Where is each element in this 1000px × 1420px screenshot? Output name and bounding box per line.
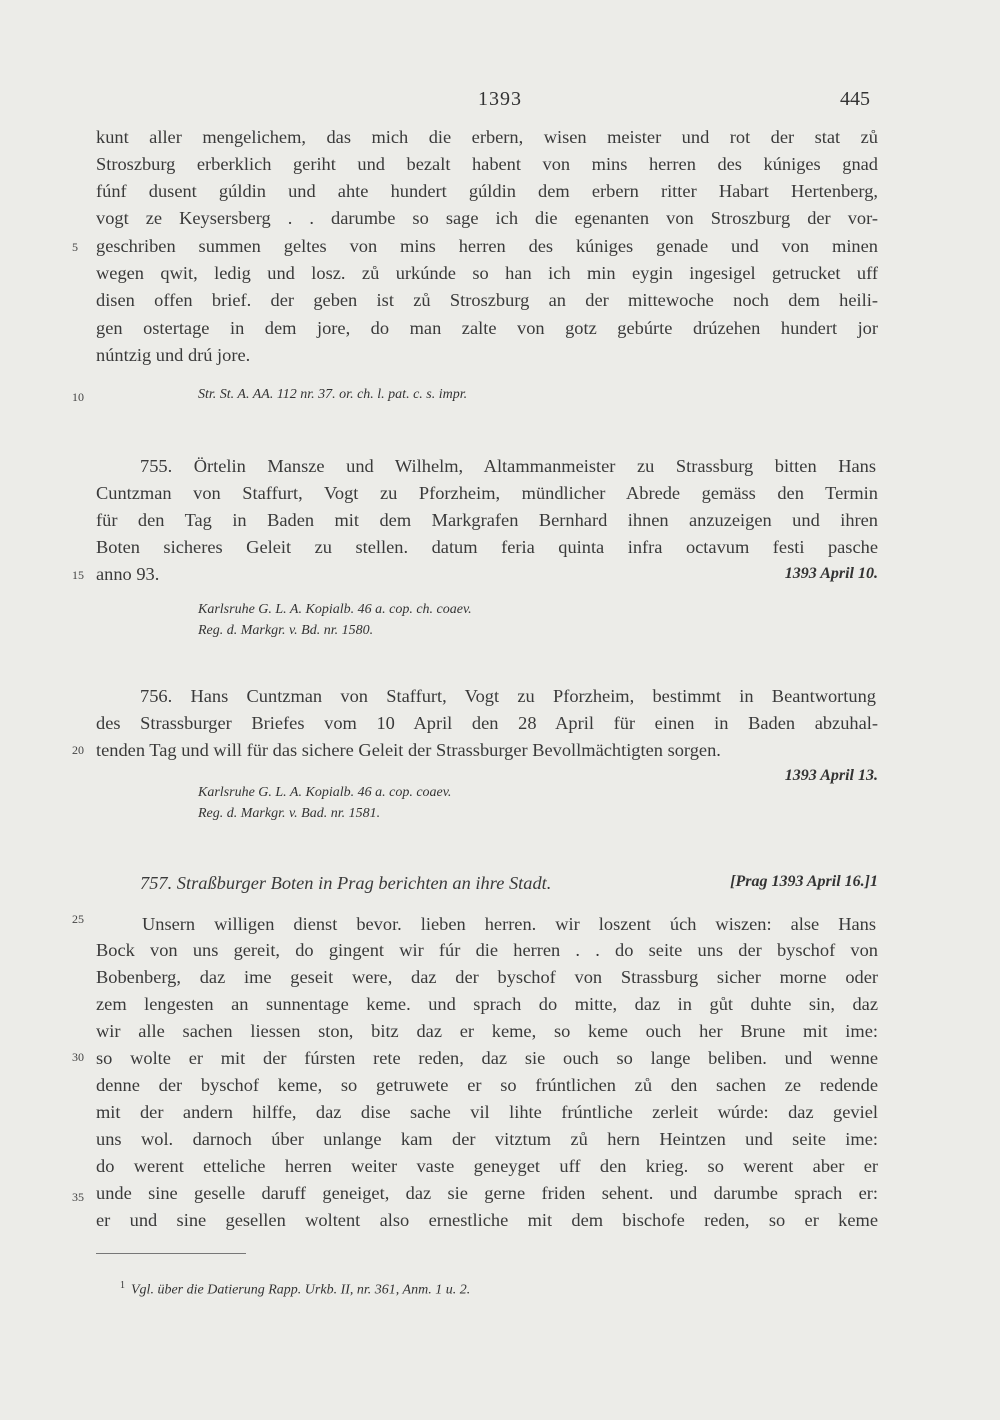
running-header-year: 1393 [478,88,522,110]
text-line: so wolte er mit der fúrsten rete reden, daz sie ouch so lange beliben. und wenne [96,1048,878,1068]
text-line: er und sine gesellen woltent also ernestliche mit dem bischofe reden, so er keme [96,1210,878,1230]
text-line: vogt ze Keysersberg . . darumbe so sage ich die egenanten von Stroszburg der vor- [96,208,878,228]
text-line: kunt aller mengelichem, das mich die erbern, wisen meister und rot der stat zů [96,127,878,147]
archive-citation: Reg. d. Markgr. v. Bad. nr. 1581. [198,806,381,821]
text-line: wegen qwit, ledig und losz. zů urkúnde so han ich min eygin ingesigel getrucket uff [96,263,878,283]
text-line: uns wol. darnoch úber unlange kam der vitztum zů hern Heintzen und seite ime: [96,1129,878,1149]
archive-citation: Karlsruhe G. L. A. Kopialb. 46 a. cop. ch. coaev. [198,602,472,617]
text-line: Bock von uns gereit, do gingent wir fúr die herren . . do seite uns der byschof von [96,940,878,960]
archive-citation: Karlsruhe G. L. A. Kopialb. 46 a. cop. coaev. [198,785,452,800]
document-date: [Prag 1393 April 16.]1 [730,873,878,890]
line-number: 25 [72,912,84,926]
regest-line: tenden Tag und will für das sichere Geleit der Strassburger Bevollmächtigten sorgen. [96,740,721,760]
document-757-heading: 757. Straßburger Boten in Prag berichten an ihre Stadt. [140,873,552,893]
text-line: Stroszburg erberklich geriht und bezalt habent von mins herren des kúniges gnad [96,154,878,174]
text-line: Bobenberg, daz ime geseit were, daz der byschof von Strassburg sicher morne oder [96,967,878,987]
text-line: disen offen brief. der geben ist zů Stroszburg an der mittewoche noch dem heili- [96,290,878,310]
page-number: 445 [840,88,870,110]
text-line: fúnf dusent gúldin und ahte hundert gúldin dem erbern ritter Habart Hertenberg, [96,181,878,201]
text-line: núntzig und drú jore. [96,345,251,365]
footnote-divider [96,1253,246,1254]
regest-line: 756. Hans Cuntzman von Staffurt, Vogt zu Pforzheim, bestimmt in Beantwortung [140,686,876,706]
line-number: 5 [72,240,78,254]
line-number: 35 [72,1190,84,1204]
text-line: mit der andern hilffe, daz dise sache vil lihte frúntliche zerleit wúrde: daz geviel [96,1102,878,1122]
document-date: 1393 April 13. [784,767,878,784]
document-date: 1393 April 10. [784,565,878,582]
text-line: zem lengesten an sunnentage keme. und sprach do mitte, daz in gůt duhte sin, daz [96,994,878,1014]
line-number: 30 [72,1050,84,1064]
text-line: unde sine geselle daruff geneiget, daz sie gerne friden sehent. und darumbe sprach er: [96,1183,878,1203]
line-number: 20 [72,743,84,757]
text-line: do werent etteliche herren weiter vaste geneyget uff den krieg. so werent aber er [96,1156,878,1176]
regest-line: 755. Örtelin Mansze und Wilhelm, Altammanmeister zu Strassburg bitten Hans [140,456,876,476]
archive-citation: Str. St. A. AA. 112 nr. 37. or. ch. l. pat. c. s. impr. [198,387,468,402]
text-line: geschriben summen geltes von mins herren des kúniges genade und von minen [96,236,878,256]
footnote [120,1280,470,1299]
text-line: gen ostertage in dem jore, do man zalte von gotz gebúrte drúzehen hundert jor [96,318,878,338]
regest-line: für den Tag in Baden mit dem Markgrafen Bernhard ihnen anzuzeigen und ihren [96,510,878,530]
line-number: 15 [72,568,84,582]
text-line: wir alle sachen liessen ston, bitz daz er keme, so keme ouch her Brune mit ime: [96,1021,878,1041]
footnote-text: Vgl. über die Datierung Rapp. Urkb. II, nr. 361, Anm. 1 u. 2. [131,1282,471,1298]
regest-line: anno 93. [96,564,160,584]
regest-line: Boten sicheres Geleit zu stellen. datum feria quinta infra octavum festi pasche [96,537,878,557]
archive-citation: Reg. d. Markgr. v. Bd. nr. 1580. [198,623,374,638]
footnote-marker: 1 [120,1280,125,1291]
line-number: 10 [72,390,84,404]
text-line: denne der byschof keme, so getruwete er so frúntlichen zů den sachen ze redende [96,1075,878,1095]
text-line: Unsern willigen dienst bevor. lieben herren. wir loszent úch wiszen: alse Hans [142,914,876,934]
regest-line: des Strassburger Briefes vom 10 April den 28 April für einen in Baden abzuhal- [96,713,878,733]
regest-line: Cuntzman von Staffurt, Vogt zu Pforzheim, mündlicher Abrede gemäss den Termin [96,483,878,503]
